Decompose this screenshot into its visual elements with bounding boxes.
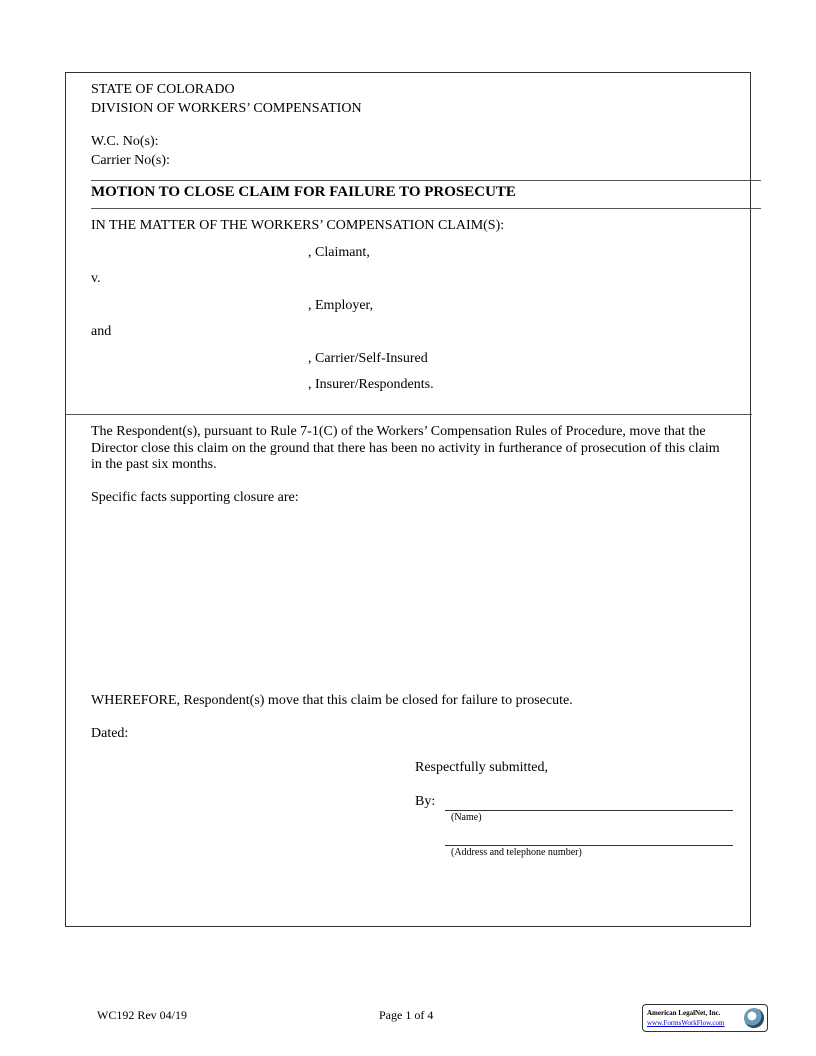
insurer-label: , Insurer/Respondents. xyxy=(308,377,434,392)
signature-line[interactable] xyxy=(445,810,733,811)
vendor-name: American LegalNet, Inc. xyxy=(647,1009,721,1017)
divider xyxy=(66,414,752,415)
form-code: WC192 Rev 04/19 xyxy=(97,1008,187,1022)
matter-heading: IN THE MATTER OF THE WORKERS’ COMPENSATION CLAIM(S): xyxy=(91,218,505,233)
state-heading: STATE OF COLORADO xyxy=(91,82,235,97)
division-heading: DIVISION OF WORKERS’ COMPENSATION xyxy=(91,101,362,116)
vendor-link[interactable]: www.FormsWorkFlow.com xyxy=(647,1019,725,1027)
claimant-label: , Claimant, xyxy=(308,245,370,260)
carrier-label: , Carrier/Self-Insured xyxy=(308,351,428,366)
page-number: Page 1 of 4 xyxy=(379,1008,434,1022)
vendor-badge[interactable] xyxy=(642,1004,768,1032)
vendor-logo-icon xyxy=(744,1008,764,1028)
versus-label: v. xyxy=(91,271,101,286)
form-frame xyxy=(65,72,751,927)
wherefore-paragraph: WHEREFORE, Respondent(s) move that this claim be closed for failure to prosecute. xyxy=(91,693,573,708)
divider xyxy=(91,208,761,209)
dated-label: Dated: xyxy=(91,726,129,741)
motion-paragraph: The Respondent(s), pursuant to Rule 7-1(C) of the Workers’ Compensation Rules of Procedure, move that the Director close this claim on the ground that there has been no activity in furtherance of prosecution of this claim in the past six months. xyxy=(91,424,720,472)
divider xyxy=(91,180,761,181)
respectfully-submitted: Respectfully submitted, xyxy=(415,760,548,775)
name-caption: (Name) xyxy=(451,812,482,823)
wc-number-label: W.C. No(s): xyxy=(91,134,159,149)
address-line[interactable] xyxy=(445,845,733,846)
address-caption: (Address and telephone number) xyxy=(451,847,582,858)
and-label: and xyxy=(91,324,112,339)
employer-label: , Employer, xyxy=(308,298,374,313)
by-label: By: xyxy=(415,794,436,809)
carrier-number-label: Carrier No(s): xyxy=(91,153,170,168)
facts-label: Specific facts supporting closure are: xyxy=(91,490,299,505)
form-title: MOTION TO CLOSE CLAIM FOR FAILURE TO PROSECUTE xyxy=(91,184,516,200)
